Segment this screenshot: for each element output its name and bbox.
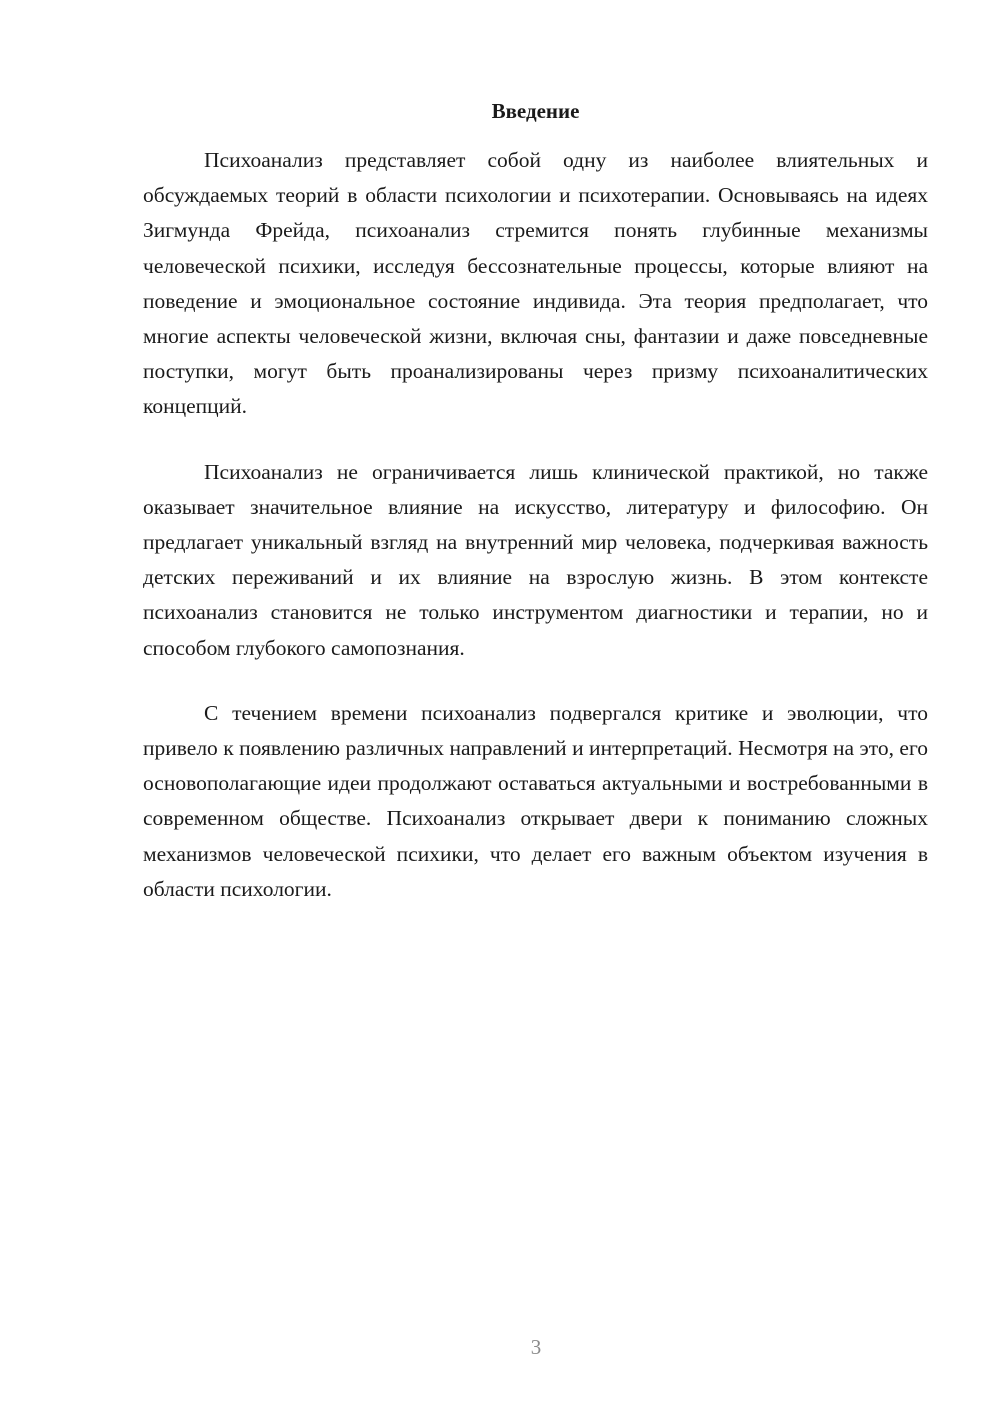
paragraph-1: Психоанализ представляет собой одну из наиболее влиятельных и обсуждаемых теорий в области психологии и психотерапии. Основываясь на идеях Зигмунда Фрейда, психоанализ стремится понять глубинные механизмы человеческой психики, исследуя бессознательные процессы, которые влияют на поведение и эмоциональное состояние индивида. Эта теория предполагает, что многие аспекты человеческой жизни, включая сны, фантазии и даже повседневные поступки, могут быть проанализированы через призму психоаналитических концепций. [143,148,928,419]
paragraph-3: С течением времени психоанализ подвергался критике и эволюции, что привело к появлению различных направлений и интерпретаций. Несмотря на это, его основополагающие идеи продолжают оставаться актуальными и востребованными в современном обществе. Психоанализ открывает двери к пониманию сложных механизмов человеческой психики, что делает его важным объектом изучения в области психологии. [143,700,928,901]
page-number: 3 [530,1335,542,1359]
body-text [143,143,928,937]
paragraph-2: Психоанализ не ограничивается лишь клинической практикой, но также оказывает значительное влияние на искусство, литературу и философию. Он предлагает уникальный взгляд на внутренний мир человека, подчеркивая важность детских переживаний и их влияние на взрослую жизнь. В этом контексте психоанализ становится не только инструментом диагностики и терапии, но и способом глубокого самопознания. [143,459,928,660]
section-title: Введение [491,99,580,123]
